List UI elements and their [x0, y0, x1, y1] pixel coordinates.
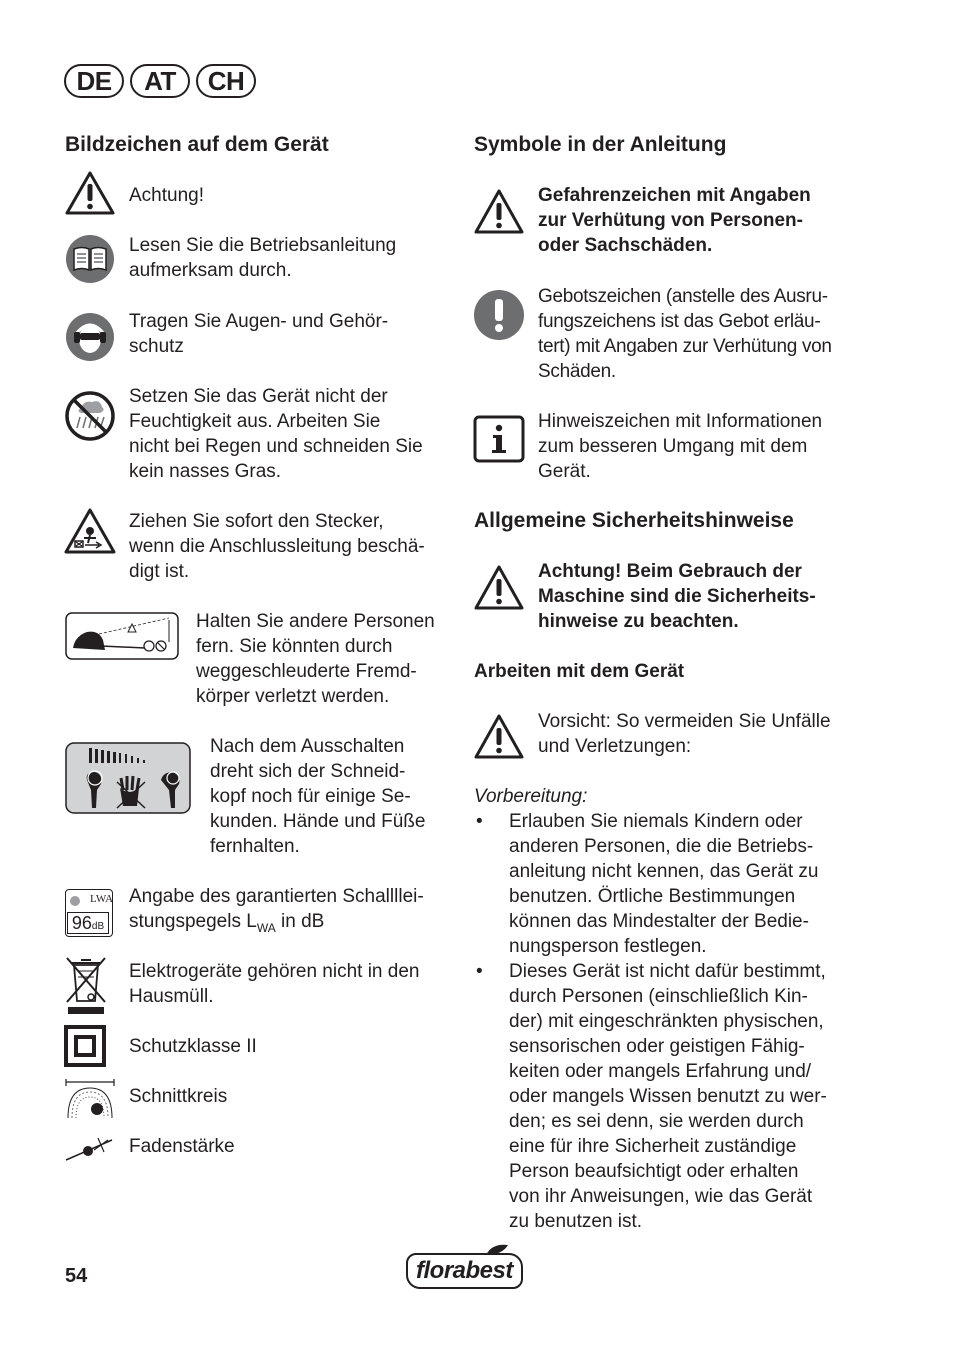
eye-ear-protection-icon: [65, 312, 115, 362]
speaker-icon: [70, 896, 80, 906]
warning-triangle-icon: [473, 188, 525, 236]
mandatory-sign-icon: [473, 289, 525, 341]
left-item-text-2: Lesen Sie die Betriebsanleitung aufmerksam durch.: [129, 235, 397, 281]
preparation-list: [474, 809, 874, 1234]
left-item-text-10: Schutzklasse II: [129, 1036, 257, 1057]
cutting-circle-icon: [64, 1078, 116, 1120]
sound-power-label: LWA: [90, 893, 114, 905]
sound-power-icon: [65, 889, 113, 937]
badge-de: DE: [64, 64, 124, 98]
left-item-text-4: Setzen Sie das Gerät nicht der Feuchtigkeit aus. Arbeiten Sie nicht bei Regen und schneiden Sie kein nasses Gras.: [129, 386, 423, 482]
sound-power-text-line1: Angabe des garantierten Schallllei-: [129, 886, 424, 907]
sound-power-value: 96: [71, 913, 92, 933]
leaf-icon: [484, 1243, 510, 1257]
no-rain-icon: [64, 390, 116, 442]
list-item: • Dieses Gerät ist nicht dafür bestimmt, durch Personen (einschließlich Kin- der) mit eingeschränkten physischen, sensorischen oder geistigen Fähig- keiten oder mangels Erfahrung und/ oder mangels Wissen benutzt zu wer- den; es sei denn, sie werden durch eine für ihre Sicherheit zuständige Person beaufsichtigt oder erhalten von ihr Anweisungen, wie das Gerät zu benutzen ist.: [474, 959, 874, 1234]
keep-bystanders-away-icon: [65, 612, 179, 660]
warning-triangle-icon: [473, 564, 525, 612]
warning-triangle-icon: [473, 713, 525, 761]
work-subtitle: Arbeiten mit dem Gerät: [474, 661, 685, 682]
left-item-text-7: Nach dem Ausschalten dreht sich der Schneid- kopf noch für einige Se- kunden. Hände und Füße fernhalten.: [210, 736, 426, 857]
rotating-head-hands-icon: [65, 742, 191, 814]
line-thickness-icon: [64, 1132, 116, 1164]
sound-power-unit: dB: [91, 921, 105, 932]
list-item: • Erlauben Sie niemals Kindern oder anderen Personen, die die Betriebs- anleitung nicht kennen, das Gerät zu benutzen. Örtliche Bestimmungen können das Mindestalter der Bedie- nungsperson festlegen.: [474, 809, 874, 959]
badge-at: AT: [130, 64, 190, 98]
left-item-text-6: Halten Sie andere Personen fern. Sie könnten durch weggeschleuderte Fremd- körper verletzt werden.: [196, 611, 435, 707]
left-item-text-8: [129, 884, 424, 934]
left-item-text-1: Achtung!: [129, 185, 204, 206]
unplug-warning-icon: [63, 507, 117, 555]
left-item-text-11: Schnittkreis: [129, 1086, 228, 1107]
right-item-text-2: Gebotszeichen (anstelle des Ausru- fungszeichens ist das Gebot erläu- tert) mit Angaben zur Verhütung von Schäden.: [538, 286, 832, 382]
warning-triangle-icon: [64, 170, 116, 216]
protection-class-ii-icon: [64, 1025, 106, 1067]
sound-power-value-box: [67, 912, 109, 934]
left-item-text-3: Tragen Sie Augen- und Gehör- schutz: [129, 311, 389, 357]
right-item-text-3: Hinweiszeichen mit Informationen zum besseren Umgang mit dem Gerät.: [538, 411, 823, 482]
weee-bin-icon: [64, 955, 108, 1017]
work-warning-text: Vorsicht: So vermeiden Sie Unfälle und Verletzungen:: [538, 711, 831, 757]
right-section-title: Symbole in der Anleitung: [474, 133, 727, 156]
left-item-text-5: Ziehen Sie sofort den Stecker, wenn die Anschlussleitung beschä- digt ist.: [129, 511, 425, 582]
left-item-text-12: Fadenstärke: [129, 1136, 235, 1157]
brand-logo: florabest: [406, 1253, 523, 1289]
preparation-label: Vorbereitung:: [474, 786, 588, 807]
safety-warning-text: Achtung! Beim Gebrauch der Maschine sind die Sicherheits- hinweise zu beachten.: [538, 561, 816, 632]
sound-power-text-line2: stungspegels $L_{WA}$ in dB: [129, 911, 325, 935]
left-section-title: Bildzeichen auf dem Gerät: [65, 133, 329, 156]
right-item-text-1: Gefahrenzeichen mit Angaben zur Verhütung von Personen- oder Sachschäden.: [538, 185, 811, 256]
left-item-text-9: Elektrogeräte gehören nicht in den Hausmüll.: [129, 961, 420, 1007]
page-number: 54: [65, 1265, 88, 1287]
safety-section-title: Allgemeine Sicherheitshinweise: [474, 509, 794, 532]
manual-book-icon: [65, 234, 115, 284]
language-badges: [64, 64, 256, 98]
badge-ch: CH: [196, 64, 256, 98]
info-icon: [473, 415, 525, 463]
